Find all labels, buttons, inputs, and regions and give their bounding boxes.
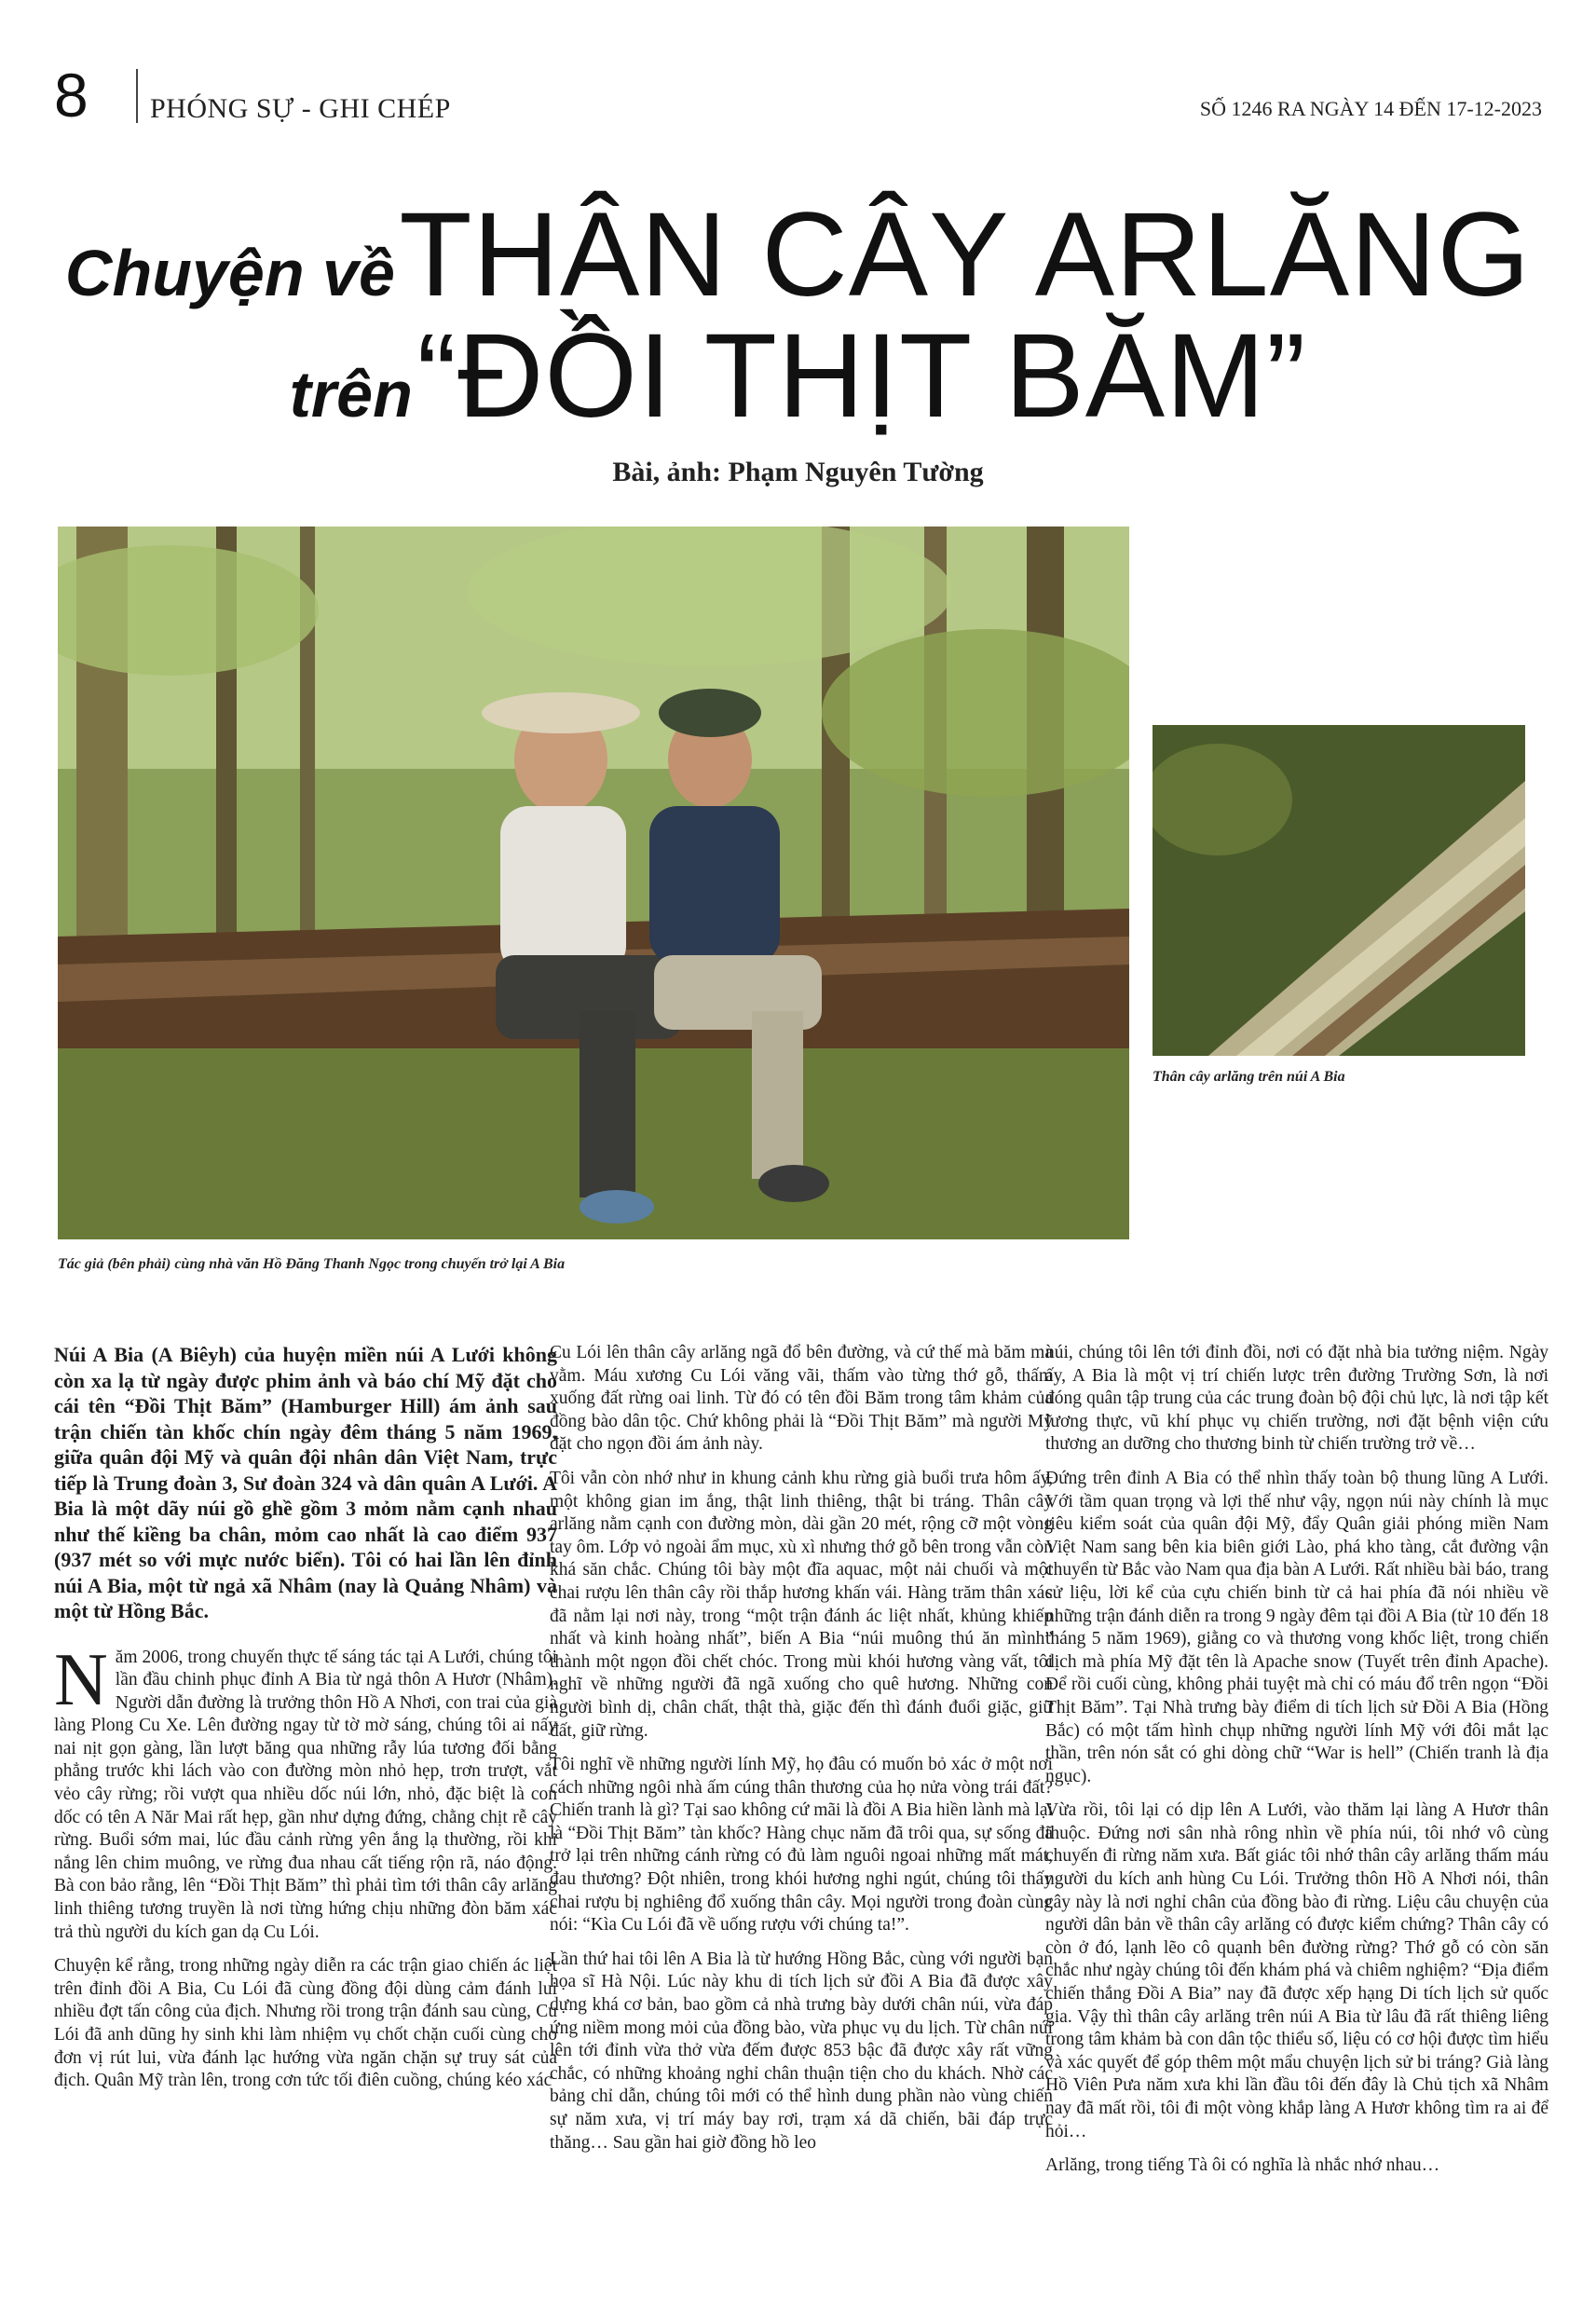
headline-line-2 <box>0 308 1596 445</box>
headline-prefix: Chuyện về <box>64 237 395 309</box>
article-column-3 <box>1045 1342 1548 2189</box>
byline: Bài, ảnh: Phạm Nguyên Tường <box>612 457 984 487</box>
main-photo-caption: Tác giả (bên phải) cùng nhà văn Hồ Đăng Thanh Ngọc trong chuyến trở lại A Bia <box>58 1256 566 1272</box>
paragraph-text: ăm 2006, trong chuyến thực tế sáng tác tại A Lưới, chúng tôi lần đầu chinh phục đỉnh A Bia từ ngả thôn A Hươr (Nhâm). Người dẫn đường là trưởng thôn Hồ A Nhơi, con trai của già làng Plong Cu Xe. Lên đường ngay từ tờ mờ sáng, chúng tôi ai nấy nai nịt gọn gàng, lần lượt băng qua những rẫy lúa tương đối bằng phẳng trước khi lách vào con đường mòn nhỏ hẹp, trơn trượt, vắt vẻo cây rừng; rồi vượt qua nhiều dốc núi lớn, nhỏ, đặc biệt là con dốc có tên A Năr Mai rất hẹp, gần như dựng đứng, chằng chịt rễ cây rừng. Buổi sớm mai, lúc đầu cảnh rừng yên ắng lạ thường, rồi khi nắng lên chim muông, ve rừng đua nhau cất tiếng rộn rã, náo động. Bà con bảo rằng, lên “Đồi Thịt Băm” thì phải tìm tới thân cây arlăng linh thiêng tương truyền là nơi từng hứng chịu những đòn băm xác trả thù người du kích gan dạ Cu Lói. <box>54 1647 557 1942</box>
paragraph: Tôi nghĩ về những người lính Mỹ, họ đâu có muốn bỏ xác ở một nơi cách những ngôi nhà ấm cúng thân thương của họ nửa vòng trái đất? Chiến tranh là gì? Tại sao không cứ mãi là đồi A Bia hiền lành mà lại là “Đồi Thịt Băm” tàn khốc? Hàng chục năm đã trôi qua, sự sống đã trở lại trên những cánh rừng có đủ làm nguôi ngoai những mất mát, đau thương? Đột nhiên, trong khói hương nghi ngút, chúng tôi thấy chai rượu bị nghiêng đổ xuống thân cây. Mọi người trong đoàn cùng nói: “Kìa Cu Lói đã về uống rượu với chúng ta!”. <box>550 1755 1053 1936</box>
page-header <box>54 58 1542 132</box>
tree-trunk-illustration <box>1153 725 1525 1056</box>
tree-photo-caption: Thân cây arlăng trên núi A Bia <box>1153 1069 1345 1085</box>
issue-info: SỐ 1246 RA NGÀY 14 ĐẾN 17-12-2023 <box>1199 97 1542 120</box>
headline-line-1 <box>0 186 1596 323</box>
article-lead: Núi A Bia (A Biêyh) của huyện miền núi A Lưới không còn xa lạ từ ngày được phim ảnh và báo chí Mỹ đặt cho cái tên “Đồi Thịt Băm” (Hamburger Hill) ám ảnh sau trận chiến tàn khốc chín ngày đêm tháng 5 năm 1969, giữa quân đội Mỹ và quân đội nhân dân Việt Nam, trực tiếp là Trung đoàn 3, Sư đoàn 324 và dân quân A Lưới. A Bia là một dãy núi gồ ghề gồm 3 mỏm nằm cạnh nhau như thế kiềng ba chân, mỏm cao nhất là cao điểm 937 (937 mét so với mực nước biển). Tôi có hai lần lên đỉnh núi A Bia, một từ ngả xã Nhâm (nay là Quảng Nhâm) và một từ Hồng Bắc. <box>54 1343 557 1622</box>
paragraph: núi, chúng tôi lên tới đỉnh đồi, nơi có đặt nhà bia tưởng niệm. Ngày ấy, A Bia là một vị trí chiến lược trên đường Trường Sơn, là nơi đóng quân tập trung của các trung đoàn bộ đội chủ lực, là nơi tập kết lương thực, vũ khí phục vụ chiến trường, nơi đặt bệnh viện cứu thương an dưỡng cho thương binh từ chiến trường trở về… <box>1045 1343 1548 1455</box>
headline-main: THÂN CÂY ARLĂNG <box>399 188 1532 321</box>
page-number: 8 <box>54 61 89 130</box>
paragraph: Tôi vẫn còn nhớ như in khung cảnh khu rừng già buổi trưa hôm ấy, một không gian im ắng, thật linh thiêng, thật bi tráng. Thân cây arlăng nằm cạnh con đường mòn, dài gần 20 mét, rộng cỡ một vòng tay ôm. Lớp vỏ ngoài ẩm mục, xù xì nhưng thớ gỗ bên trong vẫn còn khá săn chắc. Chúng tôi bày một đĩa aquac, một nải chuối và một chai rượu lên thân cây rồi thắp hương khấn vái. Hàng trăm thân xác đã nằm lại nơi này, trong “một trận đánh ác liệt nhất, khủng khiếp nhất và kinh hoàng nhất”, biến A Bia “núi muông thú ăn mình” thành một ngọn đồi chết chóc. Trong mùi khói hương vàng vất, tôi nghĩ về những người đã ngã xuống cho quê hương. Những con người bình dị, chân chất, thật thà, giặc đến thì đánh đuổi giặc, giữ đất, giữ rừng. <box>550 1468 1053 1741</box>
paragraph: Chuyện kể rằng, trong những ngày diễn ra các trận giao chiến ác liệt trên đỉnh đồi A Bia, Cu Lói đã cùng đồng đội dùng cảm đánh lui nhiều đợt tấn công của địch. Nhưng rồi trong trận đánh sau cùng, Cu Lói đã anh dũng hy sinh khi làm nhiệm vụ chốt chặn cuối cùng cho đơn vị rút lui, vừa đánh lạc hướng vừa ngăn chặn sự truy sát của địch. Quân Mỹ tràn lên, trong cơn tức tối điên cuồng, chúng kéo xác <box>54 1956 557 2091</box>
article-column-2 <box>550 1342 1053 2166</box>
paragraph: Vừa rồi, tôi lại có dịp lên A Lưới, vào thăm lại làng A Hươr thân thuộc. Đứng nơi sân nhà rông nhìn về phía núi, tôi nhớ vô cùng chuyến đi rừng năm xưa. Bất giác tôi nhớ thân cây arlăng thấm máu người du kích anh hùng Cu Lói. Trưởng thôn Hồ A Nhơi nói, thân cây này là nơi nghỉ chân của đồng bào đi rừng. Liệu câu chuyện của người dân bản về thân cây arlăng có được kiểm chứng? Thân cây có còn ở đó, lạnh lẽo cô quạnh bên đường rừng? Thớ gỗ có còn săn chắc như ngày chúng tôi đến khám phá và chiêm nghiệm? “Địa điểm chiến thắng Đồi A Bia” nay đã được xếp hạng Di tích lịch sử quốc gia. Vậy thì thân cây arlăng trên núi A Bia từ lâu đã rất thiêng liêng trong tâm khảm bà con dân tộc thiểu số, liệu có cơ hội được tìm hiểu và xác quyết để góp thêm một mẩu chuyện lịch sử bi tráng? Già làng Hồ Viên Pưa năm xưa khi lần đầu tôi đến đây là Chủ tịch xã Nhâm nay đã mất rồi, tôi đi một vòng khắp làng A Hươr không tìm ra ai để hỏi… <box>1045 1800 1548 2141</box>
forest-scene-illustration <box>58 527 1129 1239</box>
paragraph-with-dropcap <box>54 1638 557 1945</box>
paragraph: Cu Lói lên thân cây arlăng ngã đổ bên đường, và cứ thế mà băm mà vằm. Máu xương Cu Lói văng vãi, thấm vào từng thớ gỗ, thấm xuống đất rừng oai linh. Từ đó có tên đồi Băm trong tâm khảm của đồng bào dân tộc. Chứ không phải là “Đồi Thịt Băm” mà người Mỹ đặt cho ngọn đồi ám ảnh này. <box>550 1343 1053 1455</box>
tree-trunk-photo <box>1153 725 1525 1056</box>
article-column-1 <box>54 1342 557 2104</box>
headline-place: “ĐỒI THỊT BĂM” <box>416 309 1307 443</box>
paragraph: Arlăng, trong tiếng Tà ôi có nghĩa là nhắc nhớ nhau… <box>1045 2155 1440 2176</box>
paragraph: Lần thứ hai tôi lên A Bia là từ hướng Hồng Bắc, cùng với người bạn họa sĩ Hà Nội. Lúc này khu di tích lịch sử đồi A Bia đã được xây dựng khá cơ bản, bao gồm cả nhà trưng bày dưới chân núi, vừa đáp ứng niềm mong mỏi của đồng bào, vừa phục vụ du lịch. Từ chân núi lên tới đỉnh vừa thở vừa đếm được 853 bậc đã được xây rất vững chắc, có những khoảng nghỉ chân thuận tiện cho du khách. Nhờ các bảng chỉ dẫn, chúng tôi mới có thể hình dung phần nào vùng chiến sự năm xưa, vị trí máy bay rơi, trạm xá dã chiến, bãi đáp trực thăng… Sau gần hai giờ đồng hồ leo <box>550 1949 1053 2153</box>
main-photo <box>58 527 1129 1239</box>
paragraph: Đứng trên đỉnh A Bia có thể nhìn thấy toàn bộ thung lũng A Lưới. Với tầm quan trọng và lợi thế như vậy, ngọn núi này chính là mục tiêu kiểm soát của quân đội Mỹ, đẩy Quân giải phóng miền Nam Việt Nam sang bên kia biên giới Lào, phá kho tàng, cắt đường vận chuyển từ Bắc vào Nam qua địa bàn A Lưới. Rất nhiều bài báo, trang sử liệu, lời kể của cựu chiến binh từ cả hai phía đã nói nhiều về những trận đánh diễn ra trong 9 ngày đêm tại đồi A Bia (từ 10 đến 18 tháng 5 năm 1969), giằng co và thương vong khốc liệt, trong chiến dịch mà phía Mỹ đặt tên là Apache snow (Tuyết trên đỉnh Apache). Để rồi cuối cùng, không phải tuyệt mà chỉ có máu đổ trên ngọn “Đồi Thịt Băm”. Tại Nhà trưng bày điểm di tích lịch sử Đồi A Bia (Hồng Bắc) có một tấm hình chụp những người lính Mỹ với đôi mắt lạc thần, trên nón sắt có ghi dòng chữ “War is hell” (Chiến tranh là địa ngục). <box>1045 1468 1548 1786</box>
header-divider <box>136 69 138 123</box>
drop-cap: N <box>54 1638 108 1721</box>
section-name: PHÓNG SỰ - GHI CHÉP <box>150 93 451 124</box>
headline-connector: trên <box>289 358 413 431</box>
